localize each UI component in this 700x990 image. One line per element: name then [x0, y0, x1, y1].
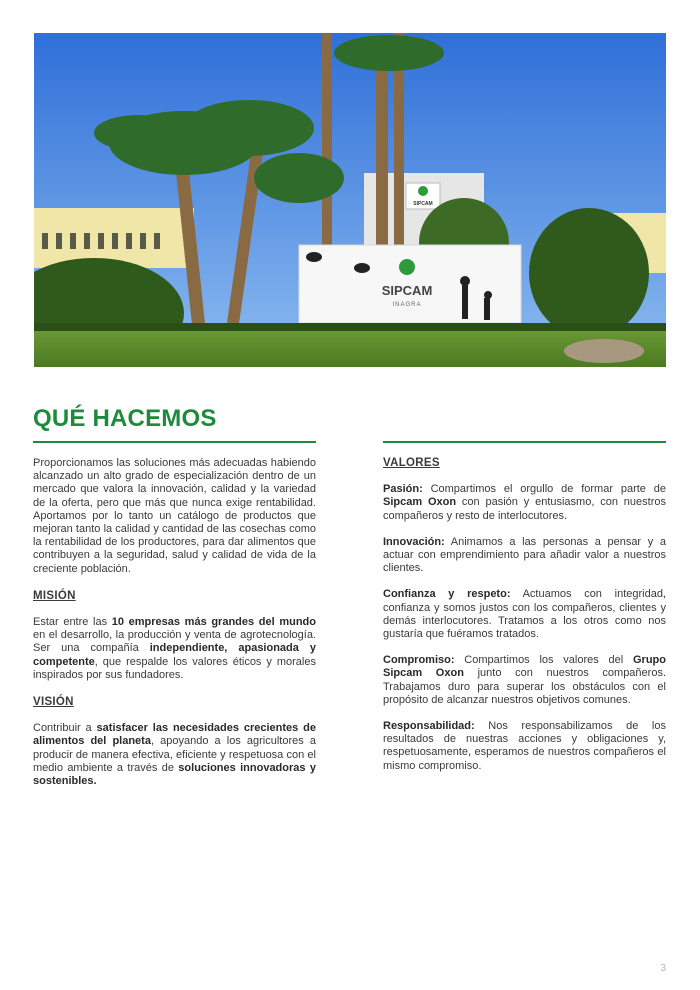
- valores-heading: VALORES: [383, 457, 440, 469]
- vision-heading: VISIÓN: [33, 696, 74, 709]
- right-title-rule: [383, 441, 666, 443]
- left-column: [33, 457, 316, 788]
- valor-pasion: Pasión: Compartimos el orgullo de formar parte de Sipcam Oxon con pasión y entusiasmo, con nuestros compañeros y resto de interlocutores.: [383, 483, 666, 522]
- valor-compromiso: Compromiso: Compartimos los valores del Grupo Sipcam Oxon junto con nuestros compañeros. Trabajamos duro para superar los obstáculos con el propósito de alcanzar nuestros objetivos comunes.: [383, 654, 667, 706]
- sign-sub-text: INAGRA: [392, 302, 422, 308]
- mision-heading: MISIÓN: [33, 589, 76, 602]
- valor-responsabilidad: Responsabilidad: Nos responsabilizamos de los resultados de nuestras acciones y obligaciones y, respetuosamente, esperamos de nuestros compañeros el mismo compromiso.: [383, 720, 666, 772]
- left-title-rule: [33, 441, 316, 443]
- building-sign-text: SIPCAM: [413, 201, 433, 207]
- valor-confianza: Confianza y respeto: Actuamos con integridad, confianza y somos justos con los compañeros, clientes y demás interlocutores. Tratamos a los otros como nos gustaría que fuéramos tratados.: [383, 588, 667, 641]
- page-title: QUÉ HACEMOS: [33, 405, 217, 432]
- page-number: 3: [660, 963, 666, 974]
- vision-paragraph: Contribuir a satisfacer las necesidades crecientes de alimentos del planeta, apoyando a los agricultores a producir de manera efectiva, eficiente y respetuosa con el medio ambiente a través de soluciones innovadoras y sostenibles.: [33, 722, 316, 788]
- right-column: [383, 457, 666, 773]
- sign-brand-text: SIPCAM: [381, 283, 433, 298]
- valor-innovacion: Innovación: Animamos a las personas a pensar y a actuar con emprendimiento para añadir valor a nuestros clientes.: [383, 535, 666, 575]
- intro-paragraph: Proporcionamos las soluciones más adecuadas habiendo alcanzado un alto grado de especialización dentro de un mercado que valora la innovación, calidad y la variedad de la oferta, pero que más que nunca exige rentabilidad. Aportamos por lo tanto un catálogo de productos que mejoran tanto la calidad y cantidad de las cosechas como la rentabilidad de los productores, para dar alimentos que contribuyen a la seguridad, salud y calidad de vida de la creciente población.: [33, 457, 316, 575]
- mision-paragraph: Estar entre las 10 empresas más grandes del mundo en el desarrollo, la producción y venta de agrotecnología. Ser una compañía independiente, apasionada y competente, que respalde los valores éticos y morales inspirados por sus fundadores.: [33, 616, 316, 681]
- header-photo: [34, 33, 666, 367]
